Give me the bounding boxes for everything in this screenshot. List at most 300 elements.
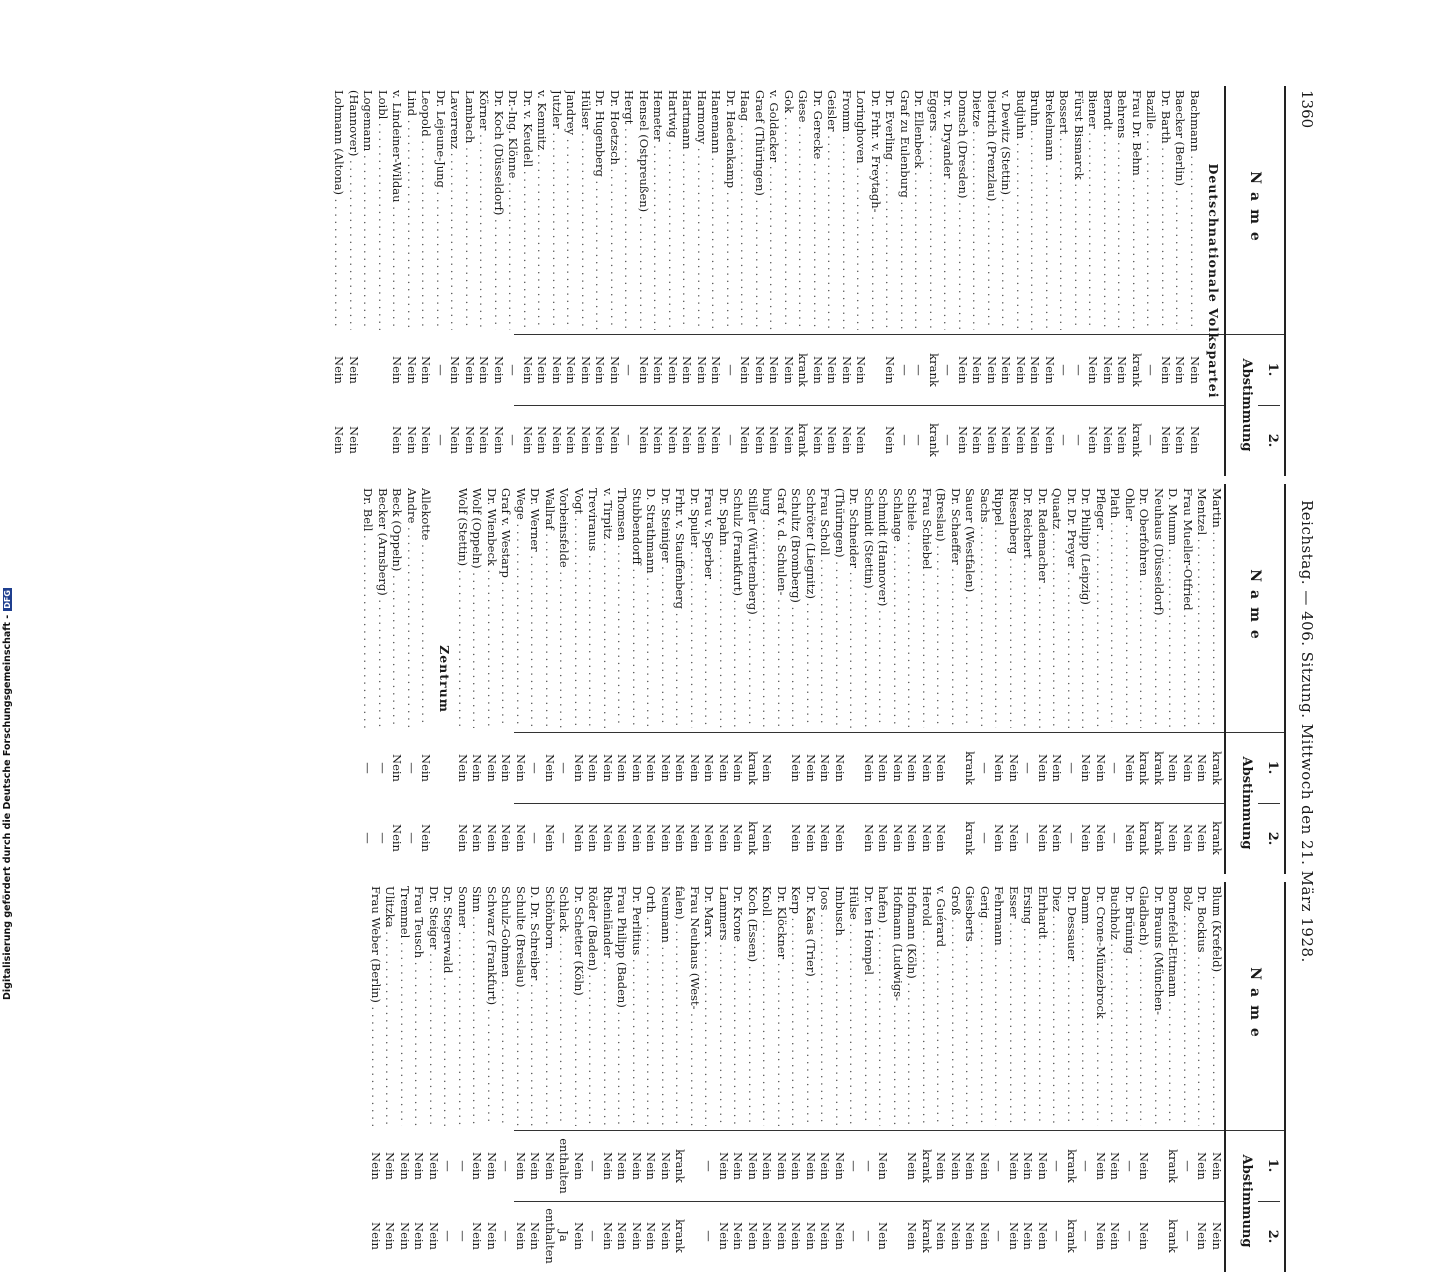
member-name: Dr. Wienbeck . . . xyxy=(485,488,500,728)
table-row xyxy=(760,882,775,1272)
member-name: Eggers . . . xyxy=(927,90,942,330)
table-row xyxy=(920,882,935,1272)
table-row xyxy=(992,882,1007,1272)
vote-1-value: krank xyxy=(673,1149,688,1183)
vote-1-value: Nein xyxy=(601,754,615,782)
vote1-header: 1. xyxy=(1258,334,1280,406)
table-row xyxy=(615,484,630,874)
rotated-page xyxy=(120,80,1320,1264)
member-name: Dr. Koch (Düsseldorf) . . . xyxy=(492,90,507,330)
member-name: Hartwig . . . xyxy=(666,90,681,330)
vote-2-value: krank xyxy=(963,821,978,855)
vote-1-value: Nein xyxy=(579,356,593,384)
member-name: Gerig . . . xyxy=(978,886,993,1126)
table-row xyxy=(1028,86,1043,476)
member-name: Vogt . . . xyxy=(572,488,587,728)
vote-1-value: — xyxy=(847,1160,862,1172)
vote-1-value: Nein xyxy=(688,754,702,782)
table-row xyxy=(1181,882,1196,1272)
vote-1-value: Nein xyxy=(369,1152,383,1180)
member-name: D. Dr. Schreiber . . . xyxy=(528,886,543,1126)
table-row xyxy=(775,484,790,874)
vote-2-value: — xyxy=(376,832,390,844)
table-row xyxy=(1137,882,1152,1272)
vote-1-value: Nein xyxy=(985,356,999,384)
vote-2-value: Nein xyxy=(1159,426,1173,454)
table-row xyxy=(789,882,804,1272)
vote-1-value: Nein xyxy=(695,356,709,384)
member-name: Knoll . . . xyxy=(760,886,775,1126)
table-row xyxy=(746,484,761,874)
member-name: Frau Teusch . . . xyxy=(412,886,427,1126)
table-row xyxy=(651,86,666,476)
member-name: Frau Weber (Berlin) . . . xyxy=(369,886,384,1126)
running-header xyxy=(1294,80,1320,1280)
vote-rows xyxy=(369,882,1225,1272)
member-name: Hartmann . . . xyxy=(680,90,695,330)
vote-1-value: Nein xyxy=(789,1152,804,1180)
table-row xyxy=(731,882,746,1272)
vote-1-value: Nein xyxy=(1195,1152,1210,1180)
member-name: Bossert . . . xyxy=(1057,90,1072,330)
member-name: Dr. Hugenberg . . . xyxy=(593,90,608,330)
vote-2-value: Nein xyxy=(1043,426,1057,454)
table-row xyxy=(630,882,645,1272)
table-row xyxy=(441,882,456,1272)
vote-2-value: krank xyxy=(920,1219,934,1253)
member-name: Baecker (Berlin) . . . xyxy=(1173,90,1188,330)
vote-2-value: Nein xyxy=(876,1222,891,1250)
table-row xyxy=(622,86,637,476)
member-name: Hensel (Ostpreußen) . . . xyxy=(637,90,652,330)
vote-2-value: Nein xyxy=(456,824,470,852)
vote-2-value: — xyxy=(1021,832,1036,844)
table-row xyxy=(1094,882,1109,1272)
vote-1-value: — xyxy=(586,1160,601,1172)
table-row xyxy=(659,484,674,874)
vote-1-value: — xyxy=(992,1160,1007,1172)
footer-text: Digitalisierung gefördert durch die Deutsche Forschungsgemeinschaft - xyxy=(2,614,13,1000)
vote-1-value: Nein xyxy=(630,754,644,782)
vote-2-value: Nein xyxy=(419,426,434,454)
member-name: Bornefeld-Ettmann . . . xyxy=(1166,886,1181,1126)
table-row xyxy=(412,882,427,1272)
table-row xyxy=(840,86,855,476)
header-title: Reichstag. — 406. Sitzung. Mittwoch den 21. März 1928. xyxy=(1298,500,1316,963)
table-row xyxy=(514,882,529,1272)
table-row xyxy=(390,86,405,476)
vote-1-value: krank xyxy=(796,353,811,387)
table-row xyxy=(557,484,572,874)
member-name: Berndt . . . xyxy=(1101,90,1116,330)
member-name: Neuhaus (Düsseldorf) . . . xyxy=(1152,488,1167,728)
member-name: Becker (Arnsberg) . . . xyxy=(376,488,391,728)
vote-2-value: — xyxy=(702,1230,717,1242)
vote-2-value: — xyxy=(941,434,956,446)
vote-1-value: — xyxy=(499,1160,514,1172)
vote-1-value: Nein xyxy=(666,356,680,384)
vote-1-value: — xyxy=(405,762,419,774)
member-name: Ulitzka . . . xyxy=(383,886,398,1126)
member-name: Dr. Werner . . . xyxy=(528,488,543,728)
table-row xyxy=(1007,484,1022,874)
vote-2-value: Nein xyxy=(521,426,535,454)
member-name: Dr. Gerecke . . . xyxy=(811,90,826,330)
vote-2-value: krank xyxy=(673,1219,688,1253)
vote-1-value: — xyxy=(376,762,390,774)
table-row xyxy=(376,86,391,476)
table-row xyxy=(1159,86,1174,476)
vote-2-value: Nein xyxy=(970,426,985,454)
table-row xyxy=(579,86,594,476)
member-name: Dr. Lejeune-Jung . . . xyxy=(434,90,449,330)
member-name: Vorbeinsfelde . . . xyxy=(557,488,572,728)
table-row xyxy=(724,86,739,476)
member-name: Dr. Philipp (Leipzig) . . . xyxy=(1079,488,1094,728)
table-row xyxy=(782,86,797,476)
member-name: Dr. Reichert . . . xyxy=(1021,488,1036,728)
table-row xyxy=(521,86,536,476)
vote-1-value: Nein xyxy=(702,754,717,782)
vote-1-value: Nein xyxy=(1079,754,1094,782)
member-name: Fürst Bismarck . . . xyxy=(1072,90,1087,330)
member-name: Körner . . . xyxy=(477,90,492,330)
vote-1-value: Nein xyxy=(630,1152,644,1180)
member-name: D. Mumm . . . xyxy=(1166,488,1181,728)
member-name: Rheinländer . . . xyxy=(601,886,616,1126)
vote-1-value: Nein xyxy=(1115,356,1130,384)
vote-1-value: Nein xyxy=(448,356,463,384)
vote-1-value: Nein xyxy=(514,1152,528,1180)
vote-2-value: Nein xyxy=(1007,824,1021,852)
vote-2-value: krank xyxy=(1065,1219,1079,1253)
vote-2-value: Nein xyxy=(412,1222,427,1250)
vote-2-value: — xyxy=(456,1230,470,1242)
vote-2-value: — xyxy=(724,434,738,446)
vote-1-value: — xyxy=(456,1160,470,1172)
table-row xyxy=(912,86,927,476)
table-row xyxy=(644,484,659,874)
table-row xyxy=(659,882,674,1272)
vote-1-value: — xyxy=(978,762,992,774)
table-row xyxy=(434,86,449,476)
vote-1-value: Nein xyxy=(1195,754,1210,782)
member-name: Schulte (Breslau) . . . xyxy=(514,886,529,1126)
vote-1-value: Nein xyxy=(883,356,898,384)
table-row xyxy=(753,86,768,476)
vote-1-value: Nein xyxy=(709,356,724,384)
vote-1-value: Nein xyxy=(1086,356,1101,384)
table-row xyxy=(376,484,391,874)
table-row xyxy=(898,86,913,476)
member-name: Budjuhn . . . xyxy=(1014,90,1029,330)
vote-2-value: Nein xyxy=(905,1222,920,1250)
vote-2-value: Nein xyxy=(347,426,361,454)
vote-1-value: krank xyxy=(1137,751,1152,785)
vote-1-value: Nein xyxy=(608,356,622,384)
member-name: Dr. Schetter (Köln) . . . xyxy=(572,886,587,1126)
table-row xyxy=(369,882,384,1272)
vote-1-value: Nein xyxy=(717,754,731,782)
vote-2-value: Nein xyxy=(564,426,579,454)
vote-2-value: — xyxy=(506,434,521,446)
vote-2-value: Nein xyxy=(1050,824,1065,852)
vote-1-value: — xyxy=(862,1160,876,1172)
vote-1-value: — xyxy=(1065,762,1079,774)
vote-1-value: Nein xyxy=(746,1152,760,1180)
member-name: Dr. Klöckner . . . xyxy=(775,886,790,1126)
vote-2-value: enthalten xyxy=(543,1208,557,1264)
member-name: Hemeter . . . xyxy=(651,90,666,330)
table-row xyxy=(891,484,906,874)
vote-2-value: Nein xyxy=(514,1222,528,1250)
table-row xyxy=(818,882,833,1272)
member-name: Fromm . . . xyxy=(840,90,855,330)
table-row xyxy=(586,882,601,1272)
vote-1-value: Nein xyxy=(572,754,586,782)
table-row xyxy=(818,484,833,874)
vote-1-value: Nein xyxy=(514,754,528,782)
vote-2-value: — xyxy=(586,1230,601,1242)
member-name: Ehrhardt . . . xyxy=(1036,886,1051,1126)
vote-2-value: Nein xyxy=(492,426,506,454)
member-name: Dr. v. Dryander . . . xyxy=(941,90,956,330)
table-row xyxy=(477,86,492,476)
table-row xyxy=(615,882,630,1272)
vote-1-value: Nein xyxy=(731,1152,746,1180)
vote-2-value: Nein xyxy=(1188,426,1202,454)
vote-2-value: Nein xyxy=(1166,824,1181,852)
member-name: v. Dewitz (Stettin) . . . xyxy=(999,90,1014,330)
table-row xyxy=(804,882,819,1272)
vote-1-value: — xyxy=(1021,762,1036,774)
member-name: Treviranus . . . xyxy=(586,488,601,728)
table-row xyxy=(731,484,746,874)
member-name: Dr. Steiger . . . xyxy=(427,886,442,1126)
vote-2-value: Nein xyxy=(427,1222,441,1250)
name-header: Name xyxy=(1226,86,1284,335)
table-row xyxy=(673,484,688,874)
vote-2-value: Nein xyxy=(731,824,746,852)
table-row xyxy=(1108,484,1123,874)
member-name: Dr. Marx . . . xyxy=(702,886,717,1126)
vote-1-value: Nein xyxy=(891,754,905,782)
table-row xyxy=(485,882,500,1272)
vote-2-value: Nein xyxy=(789,824,804,852)
member-name: v. Kemnitz . . . xyxy=(535,90,550,330)
vote-1-value: Nein xyxy=(738,356,753,384)
member-name: Ersing . . . xyxy=(1021,886,1036,1126)
vote-2-value: Nein xyxy=(586,824,601,852)
party-section-heading: Zentrum xyxy=(437,645,453,713)
member-name: Hergt . . . xyxy=(622,90,637,330)
table-row xyxy=(608,86,623,476)
vote-1-value: — xyxy=(622,364,637,376)
vote-1-value: Nein xyxy=(521,356,535,384)
vote-2-value: Nein xyxy=(637,426,651,454)
vote-2-value: — xyxy=(898,434,912,446)
member-name: Dr. ten Hompel . . . xyxy=(862,886,877,1126)
member-name: Lambach . . . xyxy=(463,90,478,330)
vote-1-value: Nein xyxy=(419,754,434,782)
vote-2-value: Nein xyxy=(978,1222,992,1250)
vote-2-value: Nein xyxy=(470,1222,485,1250)
vote-2-value: Nein xyxy=(804,824,818,852)
vote-2-value: — xyxy=(978,832,992,844)
vote-1-value: Nein xyxy=(550,356,564,384)
vote-2-value: Nein xyxy=(369,1222,383,1250)
vote-1-value: Nein xyxy=(673,754,688,782)
table-row xyxy=(949,882,964,1272)
member-name: Dr. Bell . . . xyxy=(361,488,376,728)
member-name: Graef (Thüringen) . . . xyxy=(753,90,768,330)
party-section-heading: Deutschnationale Volkspartei xyxy=(1206,163,1221,399)
vote-1-value: Nein xyxy=(854,356,869,384)
member-name: Dr. Haedenkamp . . . xyxy=(724,90,739,330)
table-row xyxy=(1021,882,1036,1272)
member-name: Schönborn . . . xyxy=(543,886,558,1126)
dfg-logo: DFG xyxy=(3,590,12,609)
member-name: Dr. Schaeffer . . . xyxy=(949,488,964,728)
vote-1-value: Nein xyxy=(485,754,499,782)
vote-2-value: Nein xyxy=(630,1222,644,1250)
vote-1-value: Nein xyxy=(920,754,934,782)
vote-1-value: Nein xyxy=(963,1152,978,1180)
member-name: burg . . . xyxy=(760,488,775,728)
vote-2-value: — xyxy=(1123,1230,1137,1242)
table-row xyxy=(920,484,935,874)
member-name: Jandrey . . . xyxy=(564,90,579,330)
vote1-header: 1. xyxy=(1258,732,1280,804)
table-row xyxy=(927,86,942,476)
vote-1-value: krank xyxy=(1130,353,1144,387)
vote-2-value: Nein xyxy=(332,426,347,454)
table-row xyxy=(963,882,978,1272)
table-row xyxy=(767,86,782,476)
vote-1-value: Nein xyxy=(499,754,514,782)
member-name: Lohmann (Altona) . . . xyxy=(332,90,347,330)
table-row xyxy=(891,882,906,1272)
member-name: Schlack . . . xyxy=(557,886,572,1126)
vote-1-value: — xyxy=(441,1160,456,1172)
member-name: Graf v. Westarp . . . xyxy=(499,488,514,728)
table-row xyxy=(543,484,558,874)
table-row xyxy=(985,86,1000,476)
member-name: Stubbendorff . . . xyxy=(630,488,645,728)
vote-2-value: Nein xyxy=(1173,426,1188,454)
vote-2-value: Nein xyxy=(644,1222,659,1250)
vote-1-value: Nein xyxy=(651,356,666,384)
member-name: Rippel . . . xyxy=(992,488,1007,728)
vote-2-value: Nein xyxy=(767,426,782,454)
vote-1-value: Nein xyxy=(644,1152,659,1180)
vote-2-value: Nein xyxy=(572,1222,586,1250)
vote-2-value: Nein xyxy=(992,824,1007,852)
vote-1-value: Nein xyxy=(347,356,361,384)
page-number: 1360 xyxy=(1298,90,1316,129)
vote-1-value: Nein xyxy=(760,754,775,782)
member-name: v. Goldacker . . . xyxy=(767,90,782,330)
vote-1-value: Nein xyxy=(1021,1152,1036,1180)
vote-1-value: Nein xyxy=(934,1152,949,1180)
vote-2-value: Nein xyxy=(601,824,615,852)
table-row xyxy=(456,882,471,1272)
member-name: Schlange . . . xyxy=(891,488,906,728)
table-row xyxy=(528,484,543,874)
member-name: Graf zu Eulenburg . . . xyxy=(898,90,913,330)
member-name: Schmidt (Hannover) . . . xyxy=(876,488,891,728)
name-header: Name xyxy=(1226,882,1284,1131)
vote-1-value: Nein xyxy=(811,356,825,384)
vote-1-value: krank xyxy=(746,751,760,785)
member-name: Hofmann (Köln) . . . xyxy=(905,886,920,1126)
table-row xyxy=(637,86,652,476)
vote-1-value: Nein xyxy=(1123,754,1137,782)
member-name: Dr. Hoetzsch . . . xyxy=(608,90,623,330)
vote-2-value: Nein xyxy=(448,426,463,454)
vote-1-value: Nein xyxy=(1094,1152,1108,1180)
member-name: Joos . . . xyxy=(818,886,833,1126)
table-row xyxy=(1210,484,1225,874)
member-name: Frau Scholl . . . xyxy=(818,488,833,728)
member-name: Thomsen . . . xyxy=(615,488,630,728)
vote-1-value: Nein xyxy=(731,754,746,782)
member-name: Wege . . . xyxy=(514,488,529,728)
member-name: (Hannover) . . . xyxy=(347,90,362,330)
vote-2-value: Nein xyxy=(535,426,550,454)
vote-2-value: — xyxy=(405,832,419,844)
member-name: Dr. Spuler . . . xyxy=(688,488,703,728)
table-row xyxy=(1188,86,1203,476)
member-name: D. Strathmann . . . xyxy=(644,488,659,728)
vote-2-value: Nein xyxy=(1210,1222,1224,1250)
table-row xyxy=(1050,882,1065,1272)
member-name: Giese . . . xyxy=(796,90,811,330)
member-name: Dr. Kaas (Trier) . . . xyxy=(804,886,819,1126)
member-name: Dietrich (Prenzlau) . . . xyxy=(985,90,1000,330)
vote-2-value: Nein xyxy=(615,1222,630,1250)
vote-2-value: Nein xyxy=(695,426,709,454)
member-name: Harmony . . . xyxy=(695,90,710,330)
vote-2-value: Nein xyxy=(390,824,405,852)
member-name: Schultz (Bromberg) . . . xyxy=(789,488,804,728)
vote-2-value: Nein xyxy=(1036,824,1050,852)
table-row xyxy=(383,882,398,1272)
vote-1-value: Nein xyxy=(398,1152,412,1180)
member-name: Lind . . . xyxy=(405,90,420,330)
table-row xyxy=(1101,86,1116,476)
member-name: Dr. Brüning . . . xyxy=(1123,886,1138,1126)
member-name: Dr. Perlitius . . . xyxy=(630,886,645,1126)
table-row xyxy=(1036,882,1051,1272)
table-row xyxy=(876,882,891,1272)
vote-1-value: Nein xyxy=(485,1152,499,1180)
table-row xyxy=(1144,86,1159,476)
vote-2-value: Nein xyxy=(920,824,934,852)
vote-1-value: krank xyxy=(1152,751,1166,785)
vote-2-value: Nein xyxy=(760,1222,775,1250)
vote-1-value: Nein xyxy=(1108,1152,1123,1180)
table-row xyxy=(492,86,507,476)
vote-1-value: Nein xyxy=(1014,356,1028,384)
vote-1-value: Nein xyxy=(543,1152,557,1180)
member-name: Hanemann . . . xyxy=(709,90,724,330)
vote-1-value: Nein xyxy=(949,1152,963,1180)
vote-2-value: Nein xyxy=(1086,426,1101,454)
member-name: Dr. Brauns (München- . . . xyxy=(1152,886,1167,1126)
table-row xyxy=(1195,882,1210,1272)
vote-1-value: Nein xyxy=(427,1152,441,1180)
